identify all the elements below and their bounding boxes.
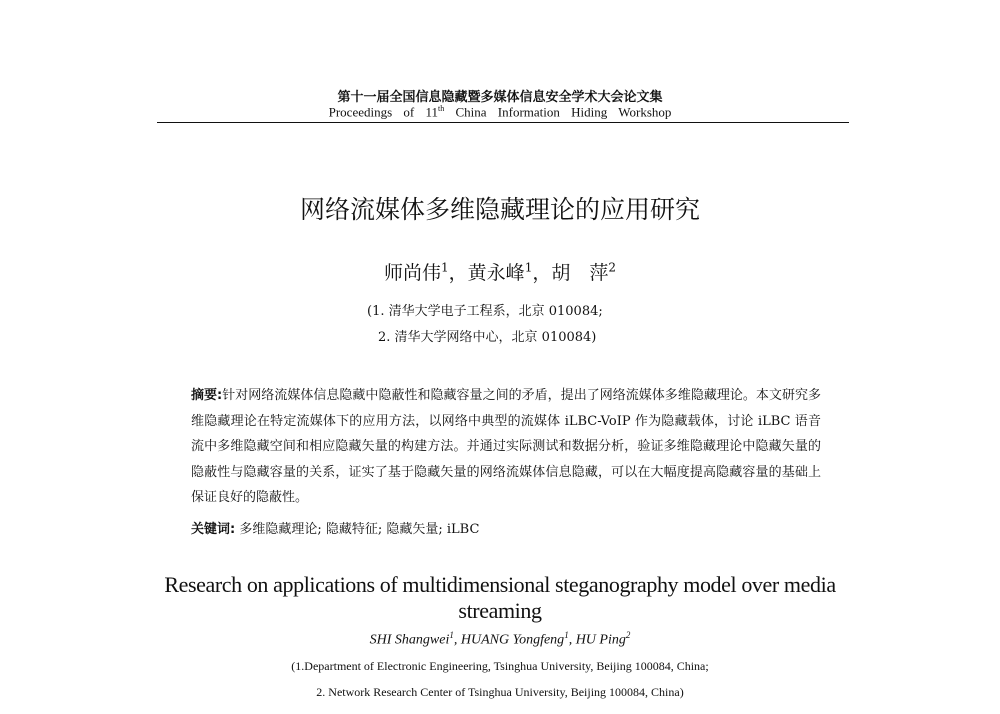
keywords-label: 关键词:: [191, 522, 236, 537]
abstract-text: 针对网络流媒体信息隐藏中隐蔽性和隐藏容量之间的矛盾，提出了网络流媒体多维隐藏理论。本文研究多维隐藏理论在特定流媒体下的应用方法，以网络中典型的流媒体 iLBC-VoIP 作为隐藏载体，讨论 iLBC 语音流中多维隐藏空间和相应隐藏矢量的构建方法。并通过实际测试和数据分析，验证多维隐藏理论中隐藏矢量的隐蔽性与隐藏容量的关系，证实了基于隐藏矢量的网络流媒体信息隐藏，可以在大幅度提高隐藏容量的基础上保证良好的隐蔽性。: [191, 388, 821, 506]
author-cn-sep-1: ，: [448, 262, 468, 284]
abstract-label: 摘要:: [191, 388, 223, 403]
affiliation-cn-1: (1. 清华大学电子工程系，北京 010084;: [367, 304, 603, 319]
author-cn-3-affil: 2: [608, 260, 616, 275]
author-en-3-affil: 2: [625, 630, 631, 640]
author-en-1-affil: 1: [449, 630, 454, 640]
affiliation-en-1: (1.Department of Electronic Engineering, Tsinghua University, Beijing 100084, China;: [291, 659, 709, 673]
author-en-sep-1: ,: [453, 632, 461, 648]
authors-cn: [0, 258, 1000, 285]
author-cn-3: 胡 萍: [551, 262, 609, 284]
author-en-2-affil: 1: [564, 630, 569, 640]
proceedings-ordinal-suffix: th: [438, 104, 445, 113]
author-cn-sep-2: ，: [532, 262, 552, 284]
author-en-sep-2: ,: [568, 632, 576, 648]
affiliation-en-2: 2. Network Research Center of Tsinghua University, Beijing 100084, China): [316, 685, 684, 699]
author-cn-2: 黄永峰: [467, 262, 525, 284]
author-cn-1: 师尚伟: [384, 262, 442, 284]
proceedings-title-cn: 第十一届全国信息隐藏暨多媒体信息安全学术大会论文集: [337, 90, 663, 105]
proceedings-prefix: Proceedings of 11: [328, 104, 438, 120]
keywords-cn: [191, 518, 821, 537]
paper-title-cn: 网络流媒体多维隐藏理论的应用研究: [299, 195, 700, 224]
keywords-text: 多维隐藏理论; 隐藏特征; 隐藏矢量; iLBC: [239, 522, 480, 537]
author-en-3: HU Ping: [575, 632, 626, 648]
authors-en: [0, 630, 1000, 649]
author-en-2: HUANG Yongfeng: [460, 632, 565, 648]
paper-title-en: Research on applications of multidimensional steganography model over media streaming: [164, 572, 836, 623]
author-en-1: SHI Shangwei: [369, 632, 450, 648]
abstract-cn: [191, 383, 821, 511]
author-cn-2-affil: 1: [524, 260, 533, 275]
author-cn-1-affil: 1: [441, 260, 449, 275]
proceedings-suffix: China Information Hiding Workshop: [455, 104, 672, 120]
affiliation-cn-2: 2. 清华大学网络中心，北京 010084): [378, 330, 597, 345]
header-rule: [157, 122, 849, 123]
proceedings-title-en: [0, 104, 1000, 120]
